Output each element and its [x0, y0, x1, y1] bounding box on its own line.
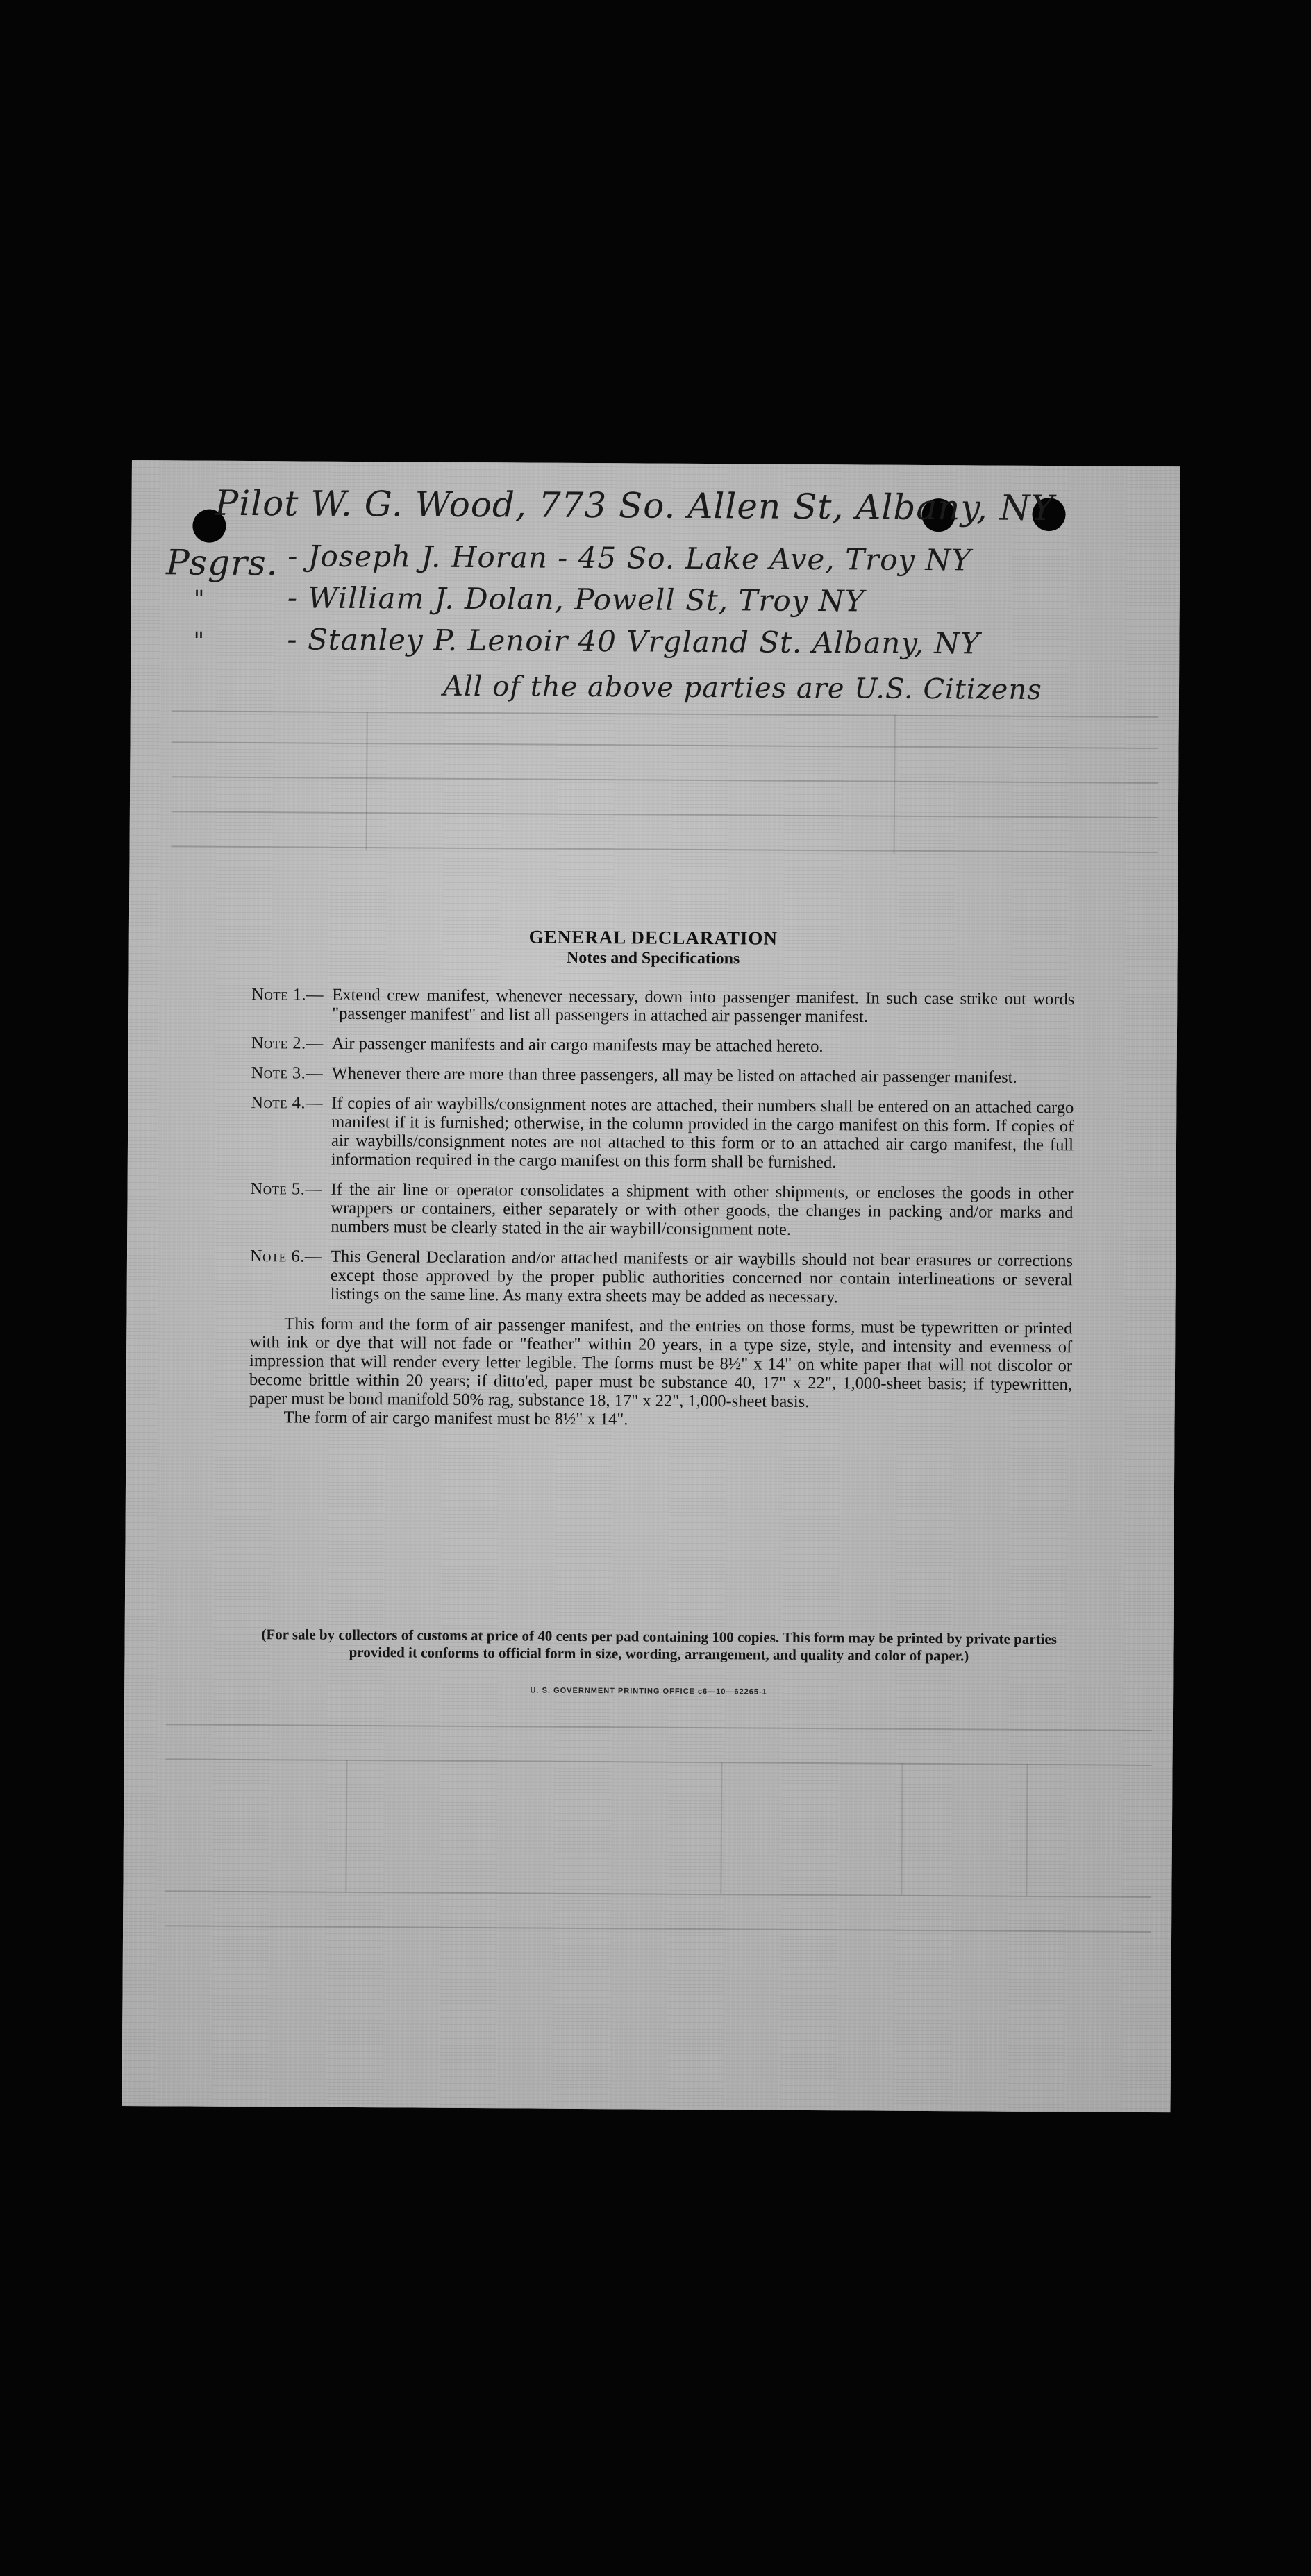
document-page: [122, 460, 1180, 2112]
note-label: Note 2.—: [251, 1034, 324, 1053]
handwritten-passengers-label: Psgrs.: [165, 542, 278, 584]
note-3: [251, 1063, 1074, 1087]
bleed-through-rule: [165, 1890, 1151, 1898]
declaration-title: GENERAL DECLARATION: [528, 926, 778, 949]
note-text: This General Declaration and/or attached manifests or air waybills should not bear erasures or corrections except those approved by the proper public authorities concerned nor contain interlineations or several listings on the same line. As many extra sheets may be added as necessary.: [330, 1247, 1074, 1307]
bleed-through-rule: [172, 845, 1158, 853]
bleed-through-column-rule: [366, 712, 368, 850]
bleed-through-column-rule: [720, 1762, 722, 1894]
note-4: [251, 1093, 1074, 1173]
handwritten-ditto-2: ": [193, 627, 206, 655]
printing-office-line: U. S. GOVERNMENT PRINTING OFFICE c6—10—62265-1: [530, 1686, 767, 1697]
cargo-manifest-size-paragraph: The form of air cargo manifest must be 8½" x 14".: [283, 1408, 628, 1429]
paper-specification-paragraph: This form and the form of air passenger manifest, and the entries on those forms, must be typewritten or printed with ink or dye that will not fade or "feather" within 20 years, in a type size, style, and intensity and evenness of impression that will render every letter legible. The forms must be 8½" x 14" on white paper that will not discolor or become brittle within 20 years; if ditto'ed, paper must be substance 40, 17" x 22", 1,000-sheet basis; if typewritten, paper must be bond manifold 50% rag, substance 18, 17" x 22", 1,000-sheet basis.: [249, 1314, 1073, 1411]
note-text: Air passenger manifests and air cargo manifests may be attached hereto.: [331, 1034, 824, 1057]
note-label: Note 1.—: [251, 985, 324, 1004]
note-text: Extend crew manifest, whenever necessary, down into passenger manifest. In such case strike out words "passenger manifest" and list all passengers in attached air passenger manifest.: [332, 985, 1075, 1027]
bleed-through-rule: [172, 811, 1158, 818]
bleed-through-rule: [172, 776, 1158, 784]
bleed-through-column-rule: [901, 1763, 903, 1895]
bleed-through-column-rule: [894, 715, 896, 854]
note-text: Whenever there are more than three passengers, all may be listed on attached air passenger manifest.: [331, 1063, 1017, 1087]
handwritten-pilot-line: Pilot W. G. Wood, 773 So. Allen St, Albany, NY: [215, 482, 1055, 529]
handwritten-citizenship-note: All of the above parties are U.S. Citizens: [442, 670, 1042, 707]
note-5: [250, 1179, 1073, 1240]
bleed-through-rule: [172, 710, 1158, 718]
note-label: Note 3.—: [251, 1063, 324, 1083]
note-text: If the air line or operator consolidates a shipment with other shipments, or encloses the goods in other wrappers or containers, either separately or with other goods, the changes in packing and/or marks and numbers must be clearly stated in the air waybill/consignment note.: [331, 1179, 1074, 1239]
note-text: If copies of air waybills/consignment notes are attached, their numbers shall be entered on an attached cargo manifest if it is furnished; otherwise, in the column provided in the cargo manifest on this form. If copies of air waybills/consignment notes are not attached to this form or to an attached air cargo manifest, the full information required in the cargo manifest on this form shall be furnished.: [331, 1093, 1074, 1172]
declaration-subtitle: Notes and Specifications: [566, 948, 740, 968]
sale-notice: (For sale by collectors of customs at price of 40 cents per pad containing 100 copies. This form may be printed by private parties provided it conforms to official form in size, wording, arrangement, and quality and color of paper.): [261, 1626, 1058, 1665]
bleed-through-rule: [165, 1925, 1151, 1933]
note-label: Note 4.—: [251, 1093, 324, 1113]
notes-section: [249, 985, 1074, 1431]
bleed-through-rule: [166, 1724, 1152, 1731]
note-1: [251, 985, 1074, 1027]
bleed-through-rule: [166, 1758, 1152, 1766]
handwritten-passenger-2: - William J. Dolan, Powell St, Troy NY: [287, 580, 865, 618]
bleed-through-rule: [172, 741, 1158, 749]
handwritten-passenger-3: - Stanley P. Lenoir 40 Vrgland St. Albany, NY: [287, 622, 980, 661]
note-label: Note 6.—: [249, 1247, 322, 1266]
bleed-through-column-rule: [1026, 1764, 1028, 1896]
note-6: [250, 1247, 1073, 1308]
note-label: Note 5.—: [250, 1179, 323, 1199]
handwritten-passenger-1: - Joseph J. Horan - 45 So. Lake Ave, Troy NY: [287, 539, 972, 578]
bleed-through-column-rule: [345, 1760, 347, 1892]
note-2: [251, 1034, 1074, 1057]
handwritten-ditto-1: ": [193, 585, 206, 614]
